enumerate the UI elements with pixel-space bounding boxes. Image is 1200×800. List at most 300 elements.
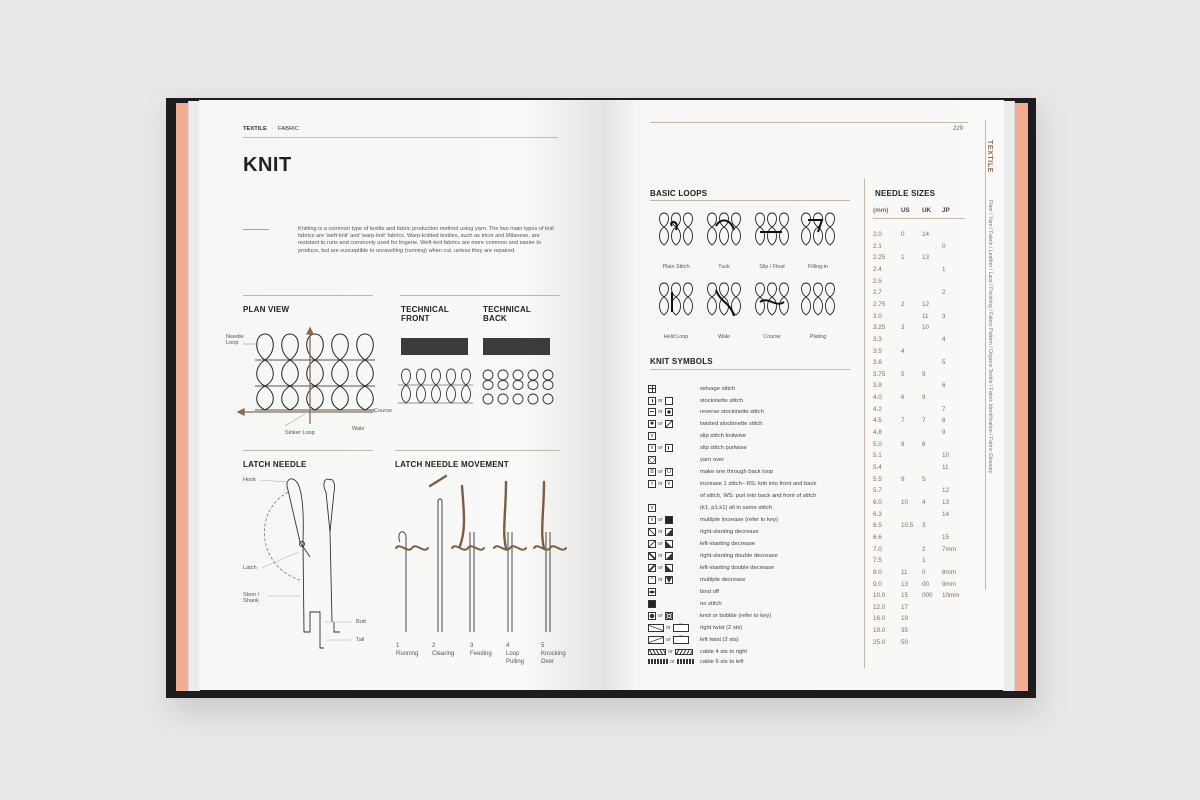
caret-box-icon: ^ — [648, 576, 656, 584]
needle-size-cell: 10 — [901, 498, 909, 506]
symbol-desc: knot or bobble (refer to key) — [700, 612, 772, 619]
symbol-icons — [648, 516, 700, 524]
latch-label: Latch — [243, 565, 257, 571]
breadcrumb-section: TEXTILE — [243, 126, 267, 132]
symbol-desc: twisted stockinette stitch — [700, 420, 763, 427]
breadcrumb — [243, 126, 299, 132]
bind-off-box-icon — [648, 588, 656, 596]
symbol-row — [648, 562, 774, 573]
symbol-icons — [648, 552, 700, 560]
symbol-desc: increase 1 stitch– RS: knit into front and back — [700, 480, 817, 487]
technical-front-swatch — [401, 338, 468, 355]
symbol-row — [648, 478, 816, 489]
header-rule — [243, 137, 558, 138]
needle-size-cell: 5 — [942, 359, 946, 367]
needle-size-row — [873, 450, 964, 461]
filled-up-triangle-icon — [665, 576, 673, 584]
needle-size-cell: 11 — [901, 568, 908, 576]
needle-loop-label: Needle Loop — [226, 334, 244, 347]
column-header: (mm) — [873, 207, 889, 214]
needle-size-cell: 5.4 — [873, 464, 882, 471]
v-dash-box-icon: v — [648, 444, 656, 452]
needle-size-row — [873, 532, 964, 543]
or-word: or — [658, 540, 663, 547]
movement-step-5 — [541, 642, 571, 666]
needle-size-cell: 2.1 — [873, 242, 882, 250]
symbol-icons — [648, 612, 700, 620]
increase-box-icon: ʏ — [648, 480, 656, 488]
step-name: Feeding — [470, 651, 492, 657]
needle-size-row — [873, 520, 964, 531]
plus-box-icon — [648, 385, 656, 393]
symbol-icons — [648, 649, 700, 655]
symbol-icons — [648, 636, 700, 644]
bobble-ring-box-icon — [665, 612, 673, 620]
symbol-row — [648, 538, 755, 549]
basic-loop-label: Held Loop — [663, 334, 689, 340]
needle-size-cell: 14 — [942, 510, 950, 518]
double-right-triangle-icon — [665, 552, 673, 560]
step-name: Clearing — [432, 651, 455, 657]
needle-size-cell: 10 — [922, 324, 930, 332]
sinker-loop-label: Sinker Loop — [285, 430, 315, 436]
cable-left-alt-icon — [677, 659, 695, 664]
symbol-icons — [648, 385, 700, 393]
needle-size-cell: 7.5 — [873, 557, 882, 565]
needle-size-cell: 6 — [901, 394, 905, 402]
needle-size-cell: 12 — [942, 487, 950, 495]
stem-label: Stem / Shank — [243, 592, 260, 605]
basic-loop-label: Course — [763, 334, 781, 340]
needle-size-cell: 12 — [922, 300, 930, 308]
symbol-icons — [648, 456, 700, 464]
latch-needle-heading: LATCH NEEDLE — [243, 460, 307, 469]
needle-size-cell: 7 — [901, 417, 905, 425]
needle-size-cell: 3.6 — [873, 359, 882, 367]
symbol-desc: (k1, p1,k1) all in same stitch — [700, 504, 772, 511]
needle-size-cell: 7mm — [942, 545, 956, 553]
symbol-desc: slip stitch knitwise — [700, 432, 747, 439]
needle-size-cell: 16.0 — [873, 615, 886, 623]
symbol-icons — [648, 659, 700, 665]
movement-step-2 — [432, 642, 462, 658]
needle-size-cell: 11 — [942, 464, 949, 471]
symbol-desc: no stitch — [700, 600, 722, 607]
needle-size-cell: 6 — [942, 382, 946, 390]
needle-size-cell: 1 — [901, 254, 905, 262]
basic-loop-label: Plain Stitch — [662, 264, 690, 270]
needle-size-cell: 6.6 — [873, 533, 882, 541]
movement-heading: LATCH NEEDLE MOVEMENT — [395, 460, 509, 469]
hook-label: Hook — [243, 477, 257, 483]
column-header: US — [901, 207, 910, 214]
m1-box-icon: 8 — [648, 468, 656, 476]
needle-size-row — [873, 311, 964, 322]
needle-size-cell: 4.8 — [873, 429, 882, 437]
movement-step-4 — [506, 642, 530, 666]
symbol-row — [648, 586, 719, 597]
latch-needle-movement-diagram — [390, 472, 570, 642]
technical-back-swatch — [483, 338, 550, 355]
step-number: 2 — [432, 643, 436, 649]
symbol-desc: reverse stockinette stitch — [700, 408, 764, 415]
needle-size-cell: 3.3 — [873, 335, 882, 343]
needle-size-cell: 19 — [901, 615, 909, 623]
symbol-icons — [648, 397, 700, 405]
empty-box-icon — [665, 397, 673, 405]
symbol-desc: multiple increase (refer to key) — [700, 516, 778, 523]
symbol-row — [648, 502, 772, 513]
needle-size-cell: 4.2 — [873, 405, 882, 413]
side-tab-rule — [985, 120, 986, 590]
needle-size-cell: 8 — [922, 394, 926, 402]
v-box-icon: v — [648, 432, 656, 440]
needle-size-cell: 2 — [942, 289, 946, 297]
needle-size-cell: 13 — [901, 580, 909, 588]
needle-size-cell: 2.5 — [873, 277, 882, 285]
needle-size-cell: 3 — [942, 312, 946, 320]
needle-size-row — [873, 497, 964, 508]
right-twist-alt-icon: ⌒ — [673, 624, 689, 632]
or-word: or — [666, 636, 671, 643]
right-triangle-box-icon — [665, 528, 673, 536]
needle-size-cell: 13 — [942, 498, 950, 506]
needle-size-cell: 3.25 — [873, 324, 886, 332]
bar-box-icon — [665, 444, 673, 452]
basic-loop-label: Plating — [809, 334, 827, 340]
symbol-desc: right-slanting double decrease — [700, 552, 778, 559]
symbol-icons — [648, 576, 700, 584]
movement-rule — [395, 450, 560, 451]
side-tab-items: Fiber / Yarn / Fabric / Leather / Lace / Finishing / Fabric Pattern / Organic Textile / Fabric Identification / Fabric Glossary — [987, 200, 993, 474]
symbol-desc: bind off — [700, 588, 719, 595]
symbol-desc: multiple decrease — [700, 576, 746, 583]
twist-box-icon — [648, 420, 656, 428]
needle-size-row — [873, 625, 964, 636]
v-box-icon: v — [648, 504, 656, 512]
symbol-desc: left-slanting double decrease — [700, 564, 775, 571]
symbol-desc: right twist (2 sts) — [700, 624, 743, 631]
needle-size-cell: 7 — [942, 405, 946, 413]
needle-size-cell: 10mm — [942, 592, 960, 600]
left-twist-alt-icon: ⌒ — [673, 636, 689, 644]
needle-size-row — [873, 544, 964, 555]
cable-left-icon — [648, 659, 668, 664]
needle-size-cell: 2 — [901, 300, 905, 308]
needle-size-row — [873, 392, 964, 403]
step-name: Running — [396, 651, 419, 657]
symbol-icons — [648, 420, 700, 428]
needle-size-cell: 9.0 — [873, 580, 882, 588]
symbol-desc: right-slanting decrease — [700, 528, 759, 535]
symbol-row — [648, 598, 722, 609]
right-header-rule — [650, 122, 968, 123]
needle-size-row — [873, 427, 964, 438]
slash-box-icon — [665, 420, 673, 428]
needle-size-row — [873, 602, 964, 613]
needle-size-row — [873, 474, 964, 485]
symbol-row — [648, 490, 816, 501]
needle-size-cell: 2.75 — [873, 300, 886, 308]
needle-size-row — [873, 334, 964, 345]
needle-size-cell: 15 — [901, 592, 909, 600]
or-word: or — [658, 408, 663, 415]
symbol-row — [648, 550, 778, 561]
symbol-icons — [648, 624, 700, 632]
step-number: 3 — [470, 643, 474, 649]
movement-step-1 — [396, 642, 426, 658]
symbol-icons — [648, 528, 700, 536]
needle-size-cell: 6.5 — [873, 522, 882, 530]
step-number: 5 — [541, 643, 545, 649]
symbol-icons — [648, 588, 700, 596]
symbol-row — [648, 634, 739, 645]
symbol-row — [648, 430, 746, 441]
cable-right-icon — [648, 649, 666, 655]
needle-size-row — [873, 555, 964, 566]
symbol-row — [648, 610, 771, 621]
needle-size-cell: 2.7 — [873, 289, 882, 297]
needle-size-cell: 0 — [942, 242, 946, 250]
symbol-desc: selvage stitch — [700, 385, 736, 392]
symbol-row — [648, 406, 764, 417]
needle-size-row — [873, 380, 964, 391]
symbol-icons — [648, 600, 700, 608]
needle-size-row — [873, 567, 964, 578]
double-right-box-icon — [648, 552, 656, 560]
dash-box-icon — [648, 408, 656, 416]
needle-sizes-heading: NEEDLE SIZES — [875, 189, 936, 198]
needle-size-row — [873, 579, 964, 590]
needle-size-row — [873, 252, 964, 263]
circle-box-icon — [648, 456, 656, 464]
needle-size-cell: 19.0 — [873, 627, 886, 635]
needle-size-cell: 8mm — [942, 568, 956, 576]
symbol-row — [648, 383, 735, 394]
needle-size-cell: 10.5 — [901, 522, 914, 530]
needle-size-row — [873, 415, 964, 426]
needle-size-row — [873, 357, 964, 368]
needle-size-row — [873, 509, 964, 520]
symbol-row — [648, 514, 778, 525]
needle-size-cell: 7.0 — [873, 545, 882, 553]
needle-size-row — [873, 439, 964, 450]
or-word: or — [658, 480, 663, 487]
basic-loop-label: Tuck — [718, 264, 730, 270]
symbol-row — [648, 526, 759, 537]
needle-size-row — [873, 485, 964, 496]
needle-size-cell: 3 — [901, 324, 905, 332]
symbol-desc: stockinette stitch — [700, 397, 743, 404]
left-triangle-box-icon — [665, 540, 673, 548]
or-word: or — [658, 576, 663, 583]
needle-size-cell: 10 — [942, 452, 950, 460]
symbol-icons — [648, 480, 700, 488]
needle-size-row — [873, 346, 964, 357]
basic-loops-heading: BASIC LOOPS — [650, 189, 708, 198]
filled-triangle-box-icon — [665, 516, 673, 524]
right-slant-box-icon — [648, 528, 656, 536]
needle-size-cell: 5.7 — [873, 487, 882, 495]
symbol-desc: cable 4 sts to right — [700, 648, 748, 655]
technical-back-heading: TECHNICAL BACK — [483, 305, 531, 323]
left-slant-box-icon — [648, 540, 656, 548]
tail-label: Tail — [356, 637, 365, 643]
needle-size-cell: 4 — [942, 335, 946, 343]
symbol-row — [648, 466, 773, 477]
needle-sizes-rule — [873, 218, 965, 219]
intro-accent-rule — [243, 229, 269, 230]
needle-size-cell: 9 — [922, 370, 926, 378]
needle-size-cell: 8 — [901, 440, 905, 448]
left-twist-icon — [648, 636, 664, 644]
basic-loop-label: Filling-in — [807, 264, 829, 270]
technical-rule — [400, 295, 560, 296]
symbol-icons — [648, 444, 700, 452]
latch-needle-rule — [243, 450, 373, 451]
needle-size-row — [873, 276, 964, 287]
or-word: or — [658, 468, 663, 475]
step-number: 1 — [396, 643, 400, 649]
no-stitch-box-icon — [648, 600, 656, 608]
double-left-triangle-icon — [665, 564, 673, 572]
u-box-icon: U — [666, 468, 672, 475]
symbol-row — [648, 454, 724, 465]
needle-size-cell: 17 — [901, 603, 909, 611]
needle-size-cell: 9 — [901, 475, 905, 483]
or-word: or — [658, 444, 663, 451]
or-word: or — [670, 658, 675, 665]
needle-size-cell: 3.0 — [873, 312, 882, 320]
needle-size-cell: 12.0 — [873, 603, 886, 611]
knit-symbols-rule — [650, 369, 850, 370]
basic-loop-label: Wale — [717, 334, 731, 340]
symbol-desc: left twist (2 sts) — [700, 636, 739, 643]
needle-size-cell: 35 — [901, 627, 909, 635]
column-header: UK — [922, 207, 932, 214]
needle-size-row — [873, 369, 964, 380]
needle-size-cell: 2 — [922, 545, 926, 553]
needle-size-row — [873, 299, 964, 310]
symbol-row — [648, 442, 747, 453]
needle-size-row — [873, 241, 964, 252]
breadcrumb-separator: · — [271, 126, 274, 132]
needle-size-cell: 3.5 — [873, 347, 882, 355]
needle-size-cell: 6.3 — [873, 510, 882, 518]
plan-view-heading: PLAN VIEW — [243, 305, 290, 314]
symbol-icons — [648, 468, 700, 476]
needle-size-cell: 10.0 — [873, 592, 886, 600]
needle-size-cell: 5.0 — [873, 440, 882, 448]
or-word: or — [666, 624, 671, 631]
needle-size-cell: 0 — [922, 568, 926, 576]
needle-sizes-divider — [864, 178, 865, 668]
needle-size-cell: 2.4 — [873, 265, 882, 273]
needle-size-cell: 4 — [922, 498, 926, 506]
needle-size-cell: 5 — [922, 475, 926, 483]
symbol-icons — [648, 432, 700, 440]
needle-size-cell: 5 — [901, 370, 905, 378]
symbol-row — [648, 418, 763, 429]
symbol-icons — [648, 408, 700, 416]
needle-size-cell: 0 — [901, 231, 905, 238]
plan-view-rule — [243, 295, 373, 296]
needle-size-cell: 5.5 — [873, 475, 882, 483]
symbol-icons — [648, 564, 700, 572]
needle-size-row — [873, 462, 964, 473]
wale-label: Wale — [352, 426, 365, 432]
needle-size-row — [873, 404, 964, 415]
symbol-icons — [648, 540, 700, 548]
needle-sizes-header-row — [873, 205, 964, 216]
needle-size-cell: 6 — [922, 440, 926, 448]
symbol-desc: left-slanting decrease — [700, 540, 756, 547]
step-number: 4 — [506, 643, 510, 649]
dot-box-icon — [665, 408, 673, 416]
needle-size-row — [873, 322, 964, 333]
needle-size-cell: 4.5 — [873, 417, 882, 425]
butt-label: Butt — [356, 619, 366, 625]
needle-size-row — [873, 229, 964, 240]
or-word: or — [658, 397, 663, 404]
needle-size-cell: 2.25 — [873, 254, 886, 262]
knit-symbols-heading: KNIT SYMBOLS — [650, 357, 713, 366]
double-left-box-icon — [648, 564, 656, 572]
symbol-row — [648, 574, 745, 585]
or-word: or — [658, 612, 663, 619]
or-word: or — [658, 528, 663, 535]
column-header: JP — [942, 207, 950, 214]
symbol-desc: yarn over — [700, 456, 725, 463]
needle-size-cell: 11 — [922, 312, 929, 320]
basic-loops-rule — [650, 200, 850, 201]
symbol-row — [648, 622, 742, 633]
v-box-icon: v — [648, 516, 656, 524]
or-word: or — [668, 648, 673, 655]
needle-size-cell: 3 — [922, 522, 926, 530]
needle-size-row — [873, 264, 964, 275]
movement-step-3 — [470, 642, 500, 658]
cable-right-alt-icon — [675, 649, 693, 655]
needle-size-cell: 4 — [901, 347, 905, 355]
needle-size-row — [873, 287, 964, 298]
needle-size-cell: 14 — [922, 231, 930, 238]
needle-size-cell: 2.0 — [873, 231, 882, 238]
step-name: Knocking Over — [541, 651, 566, 665]
needle-size-cell: 9 — [942, 429, 946, 437]
needle-size-cell: 8 — [942, 417, 946, 425]
symbol-row — [648, 656, 744, 667]
or-word: or — [658, 564, 663, 571]
needle-size-cell: 8.0 — [873, 568, 882, 576]
needle-size-cell: 3.75 — [873, 370, 886, 378]
technical-front-heading: TECHNICAL FRONT — [401, 305, 449, 323]
symbol-desc: make one through back loop — [700, 468, 774, 475]
right-twist-icon — [648, 624, 664, 632]
needle-size-cell: 6.0 — [873, 498, 882, 506]
needle-size-cell: 25.0 — [873, 638, 886, 646]
technical-back-diagram — [480, 365, 555, 415]
technical-front-diagram — [398, 365, 473, 415]
needle-size-cell: 000 — [922, 592, 933, 600]
needle-size-cell: 1 — [922, 557, 926, 565]
or-word: or — [658, 516, 663, 523]
symbol-icons — [648, 504, 700, 512]
needle-size-cell: 00 — [922, 580, 930, 588]
needle-size-cell: 9mm — [942, 580, 956, 588]
or-word: or — [658, 420, 663, 427]
v-box-icon: v — [665, 480, 673, 488]
